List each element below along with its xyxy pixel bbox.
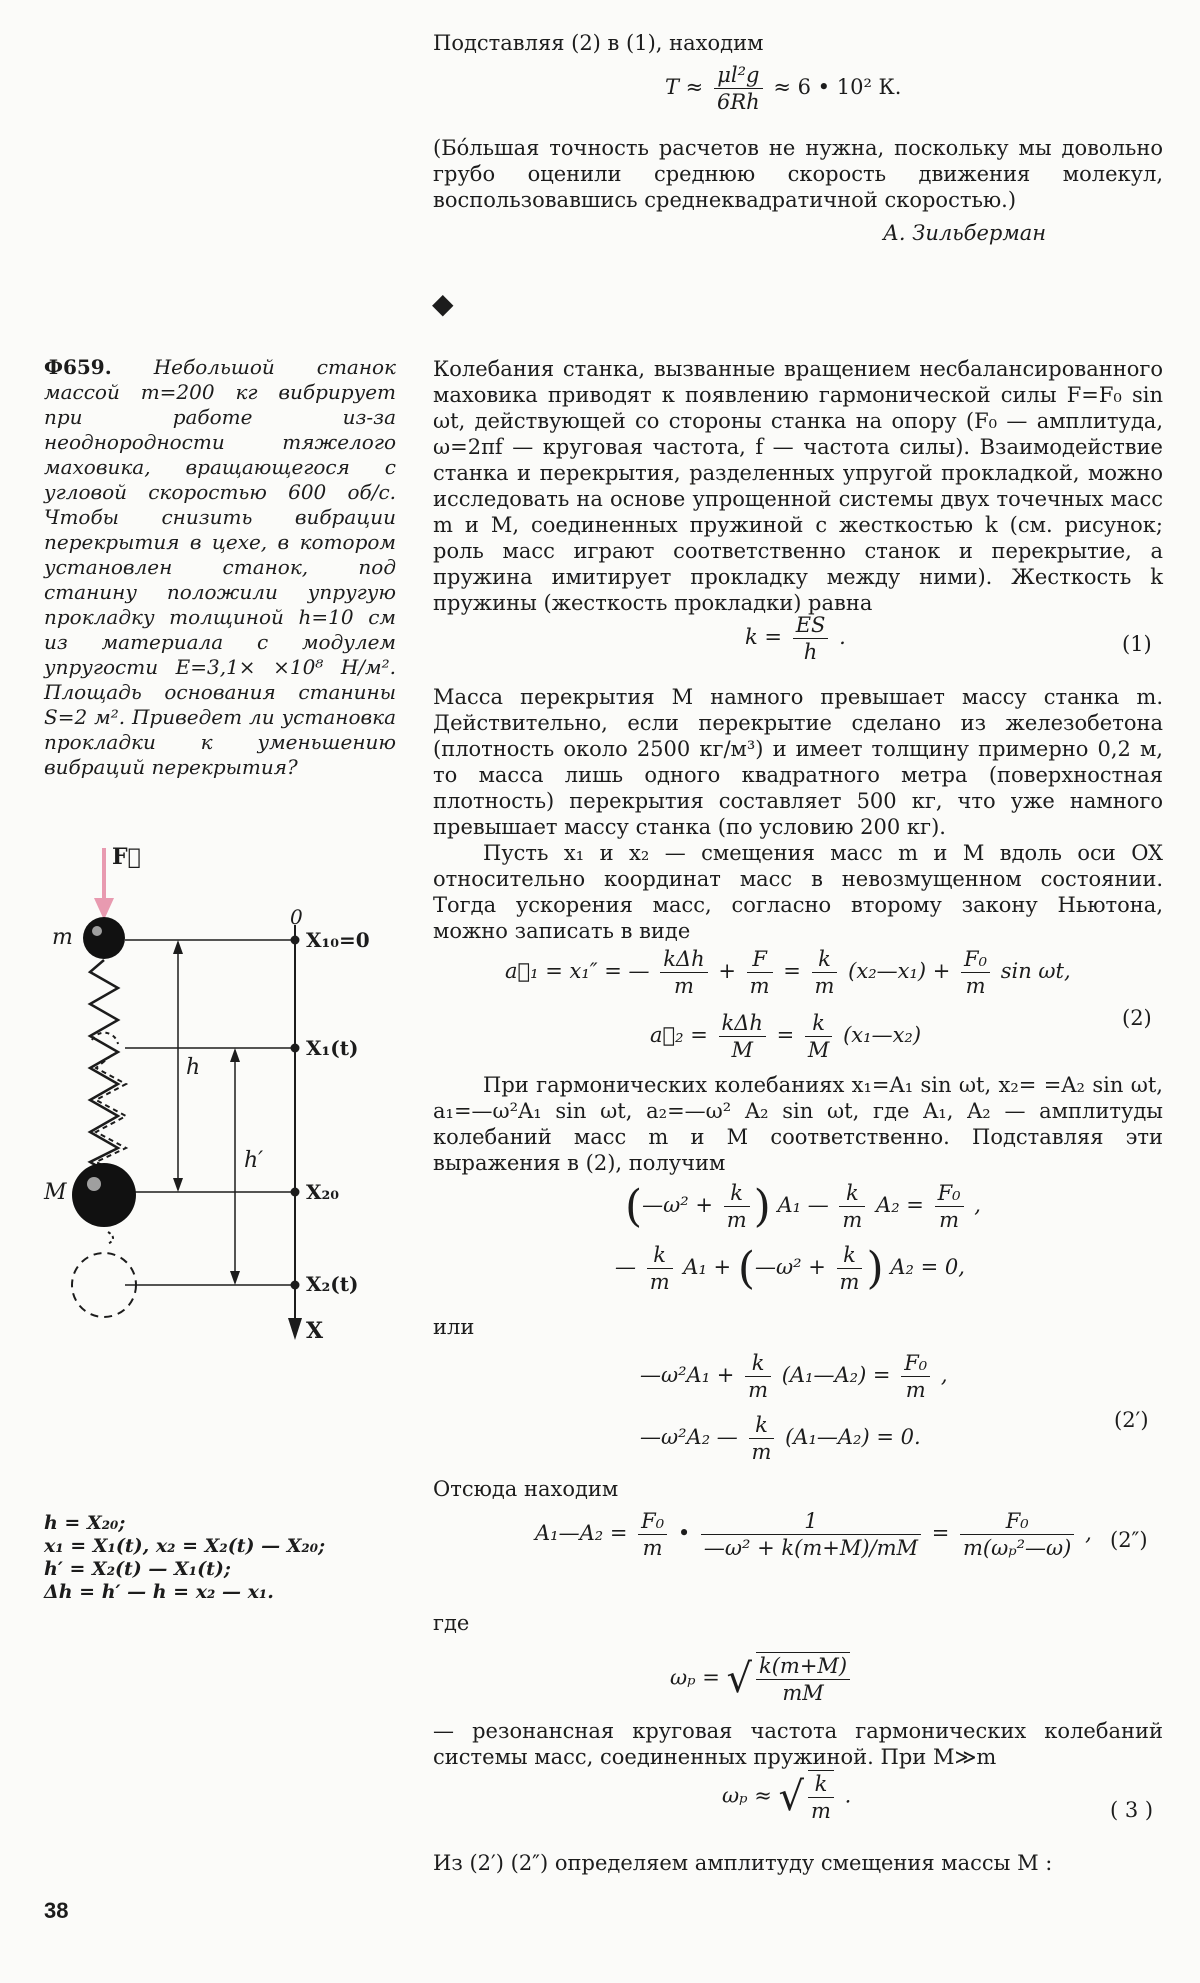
hence-text: Отсюда находим [433, 1477, 619, 1501]
equation-3b: — $\frac{k}{m}$ A₁ + (—ω² + $\frac{k}{m}$ ) A₂ = 0, [615, 1243, 965, 1294]
problem-text: Небольшой станок массой m=200 кг вибрирует при работе из-за неоднородности тяжелого маховика, вращающегося с угловой скоростью 600 об/с. Чтобы снизить вибрации перекрытия в цехе, в котором установлен станок, под станину положили упругую прокладку толщиной h=10 см из материала с модулем упругости E=3,1× ×10⁸ Н/м². Площадь основания станины S=2 м². Приведет ли установка прокладки к уменьшению вибраций перекрытия? [44, 355, 397, 779]
equation-2b: a⃗₂ = $\frac{\text{kΔh}}{M}$ = $\frac{k}{M}$ (x₁—x₂) [650, 1011, 922, 1062]
equation-1: k = $\frac{ES}{h}$ . [745, 613, 846, 664]
definition-line: h′ = X₂(t) — X₁(t); [44, 1558, 231, 1580]
where-text: где [433, 1611, 470, 1635]
problem-label: Ф659. [44, 355, 112, 379]
formula-temperature: T ≈ $\frac{\text{μl²g}}{6Rh}$ ≈ 6 • 10² К. [665, 63, 902, 114]
solution-paragraph-2: Масса перекрытия M намного превышает массу станка m. Действительно, если перекрытие сделано из железобетона (плотность около 2500 кг/м³) и имеет толщину примерно 0,2 м, то масса лишь одного квадратного метра (поверхностная плотность) перекрытия составляет 500 кг, что уже намного превышает массу станка (по условию 200 кг). Пусть x₁ и x₂ — смещения масс m и M вдоль оси OX относительно координат масс в невозмущенном состоянии. Тогда ускорения масс, согласно второму закону Ньютона, можно записать в виде [433, 685, 1163, 943]
h-label: h [186, 1055, 201, 1080]
equation-3a: (—ω² + $\frac{k}{m}$ ) A₁ — $\frac{k}{m}$ A₂ = $\frac{\text{F₀}}{m}$ , [625, 1181, 981, 1232]
definition-line: x₁ = X₁(t), x₂ = X₂(t) — X₂₀; [44, 1535, 326, 1557]
force-label: F⃗ [112, 844, 141, 870]
definition-line: h = X₂₀; [44, 1512, 126, 1534]
equation-6: ωₚ = √ $\frac{k(m+M)}{mM}$ [670, 1652, 854, 1706]
accuracy-note: (Бóльшая точность расчетов не нужна, поскольку мы довольно грубо оценили среднюю скорость движения молекул, воспользовавшись среднеквадратичной скоростью.) [433, 136, 1163, 212]
equation-4-number: (2′) [1114, 1408, 1149, 1432]
solution-paragraph-1: Колебания станка, вызванные вращением несбалансированного маховика приводят к появлению гармонической силы F=F₀ sin ωt, действующей со стороны станка на опору (F₀ — амплитуда, ω=2πf — круговая частота, f — частота силы). Взаимодействие станка и перекрытия, разделенных упругой прокладкой, можно исследовать на основе упрощенной системы двух точечных масс m и M, соединенных пружиной с жесткостью k (см. рисунок; роль масс играют соответственно станок и перекрытие, а пружина имитирует прокладку между ними). Жесткость k пружины (жесткость прокладки) равна [433, 357, 1163, 615]
axis-x-label: X [306, 1318, 324, 1344]
definitions [44, 1512, 325, 1604]
equation-5-number: (2″) [1110, 1528, 1148, 1552]
x1-label: X₁(t) [306, 1036, 359, 1060]
page-number: 38 [44, 1898, 69, 1923]
x10-label: X₁₀=0 [306, 928, 370, 952]
solution-paragraph-6: Из (2′) (2″) определяем амплитуду смещения массы M : [433, 1851, 1053, 1875]
x20-label: X₂₀ [306, 1180, 340, 1204]
equation-2-number: (2) [1122, 1006, 1152, 1030]
solution-paragraph-4: При гармонических колебаниях x₁=A₁ sin ωt, x₂= =A₂ sin ωt, a₁=—ω²A₁ sin ωt, a₂=—ω² A₂ sin ωt, где A₁, A₂ — амплитуды колебаний масс m и M соответственно. Подставляя эти выражения в (2), получим [433, 1073, 1163, 1175]
solution-paragraph-5: — резонансная круговая частота гармонических колебаний системы масс, соединенных пружиной. При M≫m [433, 1719, 1163, 1769]
x2-label: X₂(t) [306, 1272, 359, 1296]
equation-2a: a⃗₁ = x₁″ = — $\frac{\text{kΔh}}{m}$ + $\frac{F}{m}$ = $\frac{k}{m}$ (x₂—x₁) + $\frac{\text{F₀}}{m}$ sin ωt, [505, 947, 1071, 998]
or-text: или [433, 1315, 475, 1339]
equation-5: A₁—A₂ = $\frac{\text{F₀}}{m}$ • $\frac{1}{\text{—ω² + k(m+M)/mM}}$ = $\frac{\text{F₀}}{\text{m(ωₚ²—ω)}}$ , [535, 1509, 1092, 1560]
definition-line: Δh = h′ — h = x₂ — x₁. [44, 1581, 274, 1603]
equation-7-number: ( 3 ) [1110, 1798, 1154, 1822]
mass-M-label: M [44, 1180, 67, 1205]
equation-1-number: (1) [1122, 632, 1152, 656]
mass-m-label: m [52, 925, 73, 950]
problem-statement [44, 355, 396, 780]
equation-7: ωₚ ≈ √ $\frac{k}{m}$ . [722, 1772, 852, 1823]
diamond-separator: ◆ [432, 287, 454, 320]
h-prime-label: h′ [244, 1148, 264, 1173]
origin-label: 0 [290, 905, 303, 929]
intro-text: Подставляя (2) в (1), находим [433, 31, 764, 55]
equation-4b: —ω²A₂ — $\frac{k}{m}$ (A₁—A₂) = 0. [640, 1413, 921, 1464]
equation-4a: —ω²A₁ + $\frac{k}{m}$ (A₁—A₂) = $\frac{\text{F₀}}{m}$ , [640, 1351, 948, 1402]
signature: А. Зильберман [883, 221, 1047, 245]
